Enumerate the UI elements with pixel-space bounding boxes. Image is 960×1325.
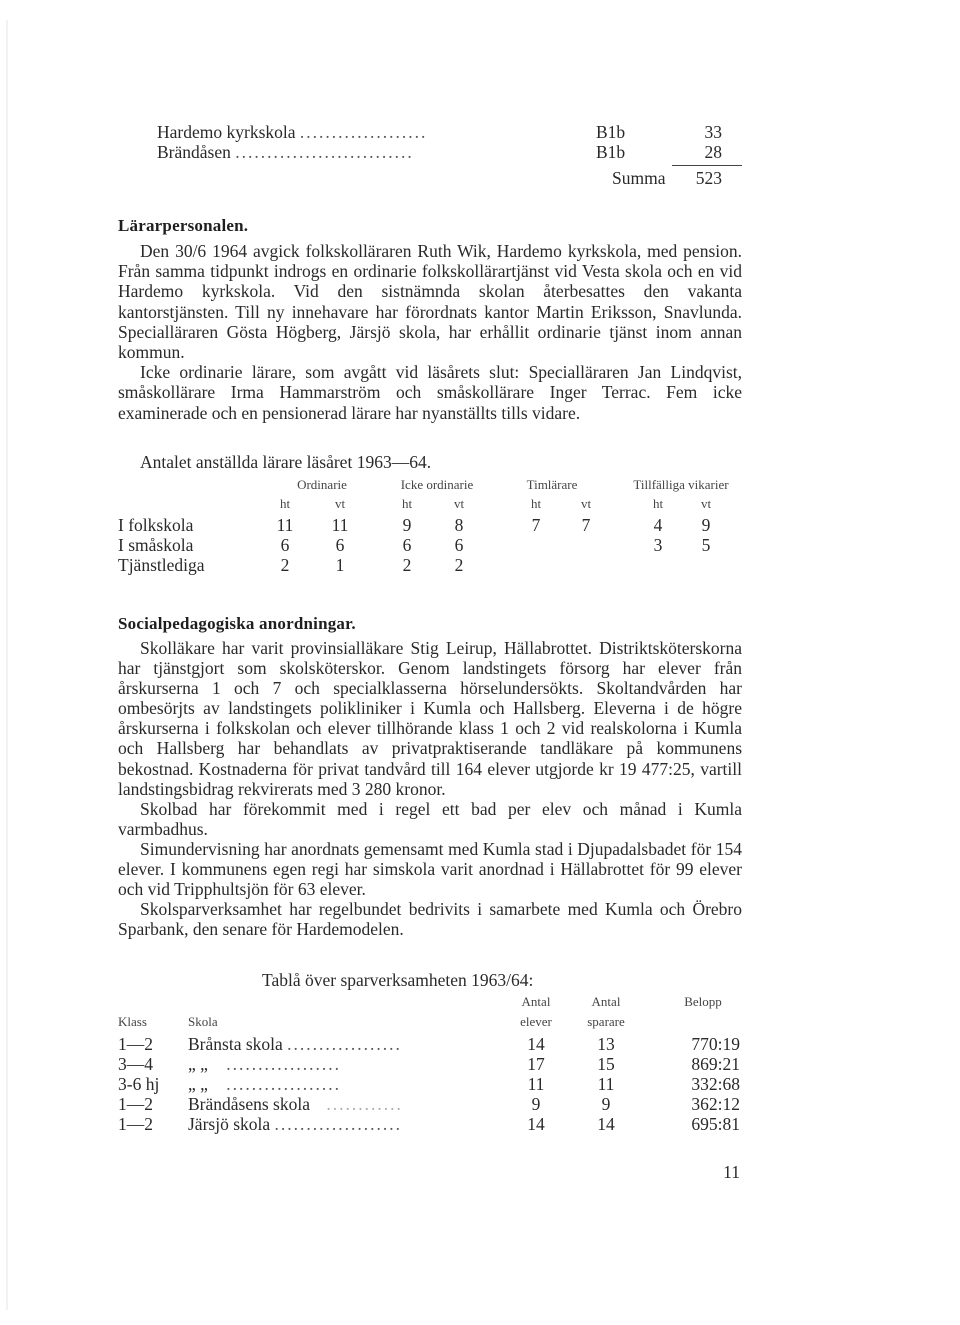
paragraph: Simundervisning har anordnats gemensamt med Kumla stad i Djupadalsbadet för 154 elever. I kommunens egen regi har simskola varit anordnad i Hällabrottet för 99 elever och vid Tripphultsjön för 63 elever.	[118, 838, 742, 900]
klass-cell: 1—2	[118, 1094, 153, 1114]
cell: 11	[331, 515, 349, 535]
row-label: I folkskola	[118, 515, 194, 535]
klass-cell: 3-6 hj	[118, 1074, 160, 1094]
column-header: Skola	[188, 1014, 218, 1029]
skola-cell: „ „ ..................	[188, 1074, 342, 1094]
paragraph: Den 30/6 1964 avgick folkskolläraren Ruth Wik, Hardemo kyrkskola, med pension. Från samma tidpunkt indrogs en ordinarie folkskollärartjänst vid Vesta skola och en vid Hardemo kyrkskola. Vid den sistnämnda skolan återbesattes den vakanta kantorstjänsten. Till ny innehavare har förordnats kantor Martin Eriksson, Snavlunda. Specialläraren Gösta Högberg, Järsjö skola, har erhållit ordinarie tjänst inom annan kommun.	[118, 241, 742, 363]
cell: 695:81	[691, 1114, 740, 1134]
klass-cell: 1—2	[118, 1034, 153, 1054]
count-value: 28	[704, 142, 722, 162]
column-header: Belopp	[684, 994, 722, 1009]
list-item: Hardemo kyrkskola ....................	[157, 122, 428, 142]
skola-cell: „ „ ..................	[188, 1054, 342, 1074]
cell: 9	[531, 1094, 541, 1114]
cell: 6	[280, 535, 290, 555]
cell: 14	[597, 1114, 615, 1134]
column-group-header: Tillfälliga vikarier	[633, 477, 729, 492]
cell: 7	[531, 515, 541, 535]
page-number: 11	[723, 1162, 740, 1182]
term-header: vt	[700, 496, 712, 511]
cell: 2	[402, 555, 412, 575]
row-label: I småskola	[118, 535, 194, 555]
paragraph: Skolläkare har varit provinsialläkare Stig Leirup, Hällabrottet. Distriktsköterskorna har tjänstgjort som skolsköterskor. Genom landstingets försorg har elever från årskurserna 1 och 7 och specialklasserna hörselundersökts. Skoltandvården har ombesörjts av landstingets polikliniker i Kumla och Hallsberg. Eleverna i de högre årskurserna i folkskolan och elever tillhörande klass 1 och 2 vid realskolorna i Kumla och Hallsberg har behandlats av privatpraktiserande tandläkare på kommunens bekostnad. Kostnaderna för privat tandvård till 164 elever utgjorde kr 19 477:25, vartill landstingsbidrag rekvirerats med 3 280 kronor.	[118, 638, 742, 799]
cell: 14	[527, 1034, 545, 1054]
column-header: Klass	[118, 1014, 147, 1029]
row-label: Tjänstlediga	[118, 555, 205, 575]
cell: 13	[597, 1034, 615, 1054]
term-header: ht	[401, 496, 413, 511]
summa-label: Summa	[612, 168, 666, 188]
summa-value: 523	[695, 168, 722, 188]
list-item: Brändåsen ............................	[157, 142, 414, 162]
paragraph: Icke ordinarie lärare, som avgått vid läsårets slut: Specialläraren Jan Lindqvist, småskollärare Irma Hammarström och småskollärare Inger Terrac. Fem icke examinerade och en pensionerad lärare har nyanställts tills vidare.	[118, 362, 742, 423]
cell: 6	[335, 535, 345, 555]
term-header: ht	[652, 496, 664, 511]
cell: 2	[280, 555, 290, 575]
column-header: elever	[520, 1014, 552, 1029]
column-header: sparare	[587, 1014, 625, 1029]
column-header: Antal	[521, 994, 551, 1009]
cell: 9	[701, 515, 711, 535]
cell: 1	[335, 555, 345, 575]
skola-cell: Järsjö skola ....................	[188, 1114, 403, 1134]
term-header: ht	[279, 496, 291, 511]
social-text	[118, 638, 742, 939]
column-header: Antal	[591, 994, 621, 1009]
count-value: 33	[704, 122, 722, 142]
cell: 9	[402, 515, 412, 535]
class-code: B1b	[596, 142, 626, 162]
cell: 2	[454, 555, 464, 575]
cell: 4	[653, 515, 663, 535]
cell: 9	[601, 1094, 611, 1114]
cell: 6	[402, 535, 412, 555]
cell: 3	[653, 535, 663, 555]
term-header: ht	[530, 496, 542, 511]
cell: 11	[276, 515, 294, 535]
cell: 14	[527, 1114, 545, 1134]
term-header: vt	[453, 496, 465, 511]
term-header: vt	[580, 496, 592, 511]
sum-rule	[672, 165, 742, 166]
cell: 7	[581, 515, 591, 535]
column-group-header: Ordinarie	[297, 477, 347, 492]
skola-cell: Brändåsens skola ............	[188, 1094, 403, 1114]
column-group-header: Timlärare	[526, 477, 578, 492]
cell: 5	[701, 535, 711, 555]
section-heading-teachers: Lärarpersonalen.	[118, 216, 249, 235]
klass-cell: 1—2	[118, 1114, 153, 1134]
paragraph: Skolbad har förekommit med i regel ett bad per elev och månad i Kumla varmbadhus.	[118, 798, 742, 839]
cell: 362:12	[691, 1094, 740, 1114]
cell: 869:21	[691, 1054, 740, 1074]
cell: 11	[597, 1074, 615, 1094]
klass-cell: 3—4	[118, 1054, 153, 1074]
section-heading-social: Socialpedagogiska anordningar.	[118, 614, 356, 633]
term-header: vt	[334, 496, 346, 511]
cell: 770:19	[691, 1034, 740, 1054]
cell: 8	[454, 515, 464, 535]
class-code: B1b	[596, 122, 626, 142]
cell: 332:68	[691, 1074, 740, 1094]
teachers-text	[118, 241, 742, 423]
table-title: Antalet anställda lärare läsåret 1963—64.	[140, 452, 432, 472]
scan-edge	[6, 20, 8, 1310]
cell: 11	[527, 1074, 545, 1094]
paragraph: Skolsparverksamhet har regelbundet bedrivits i samarbete med Kumla och Örebro Sparbank, den senare för Hardemodelen.	[118, 899, 742, 940]
cell: 6	[454, 535, 464, 555]
cell: 17	[527, 1054, 545, 1074]
cell: 15	[597, 1054, 615, 1074]
column-group-header: Icke ordinarie	[400, 477, 474, 492]
table-title: Tablå över sparverksamheten 1963/64:	[262, 970, 534, 990]
skola-cell: Brånsta skola ..................	[188, 1034, 402, 1054]
